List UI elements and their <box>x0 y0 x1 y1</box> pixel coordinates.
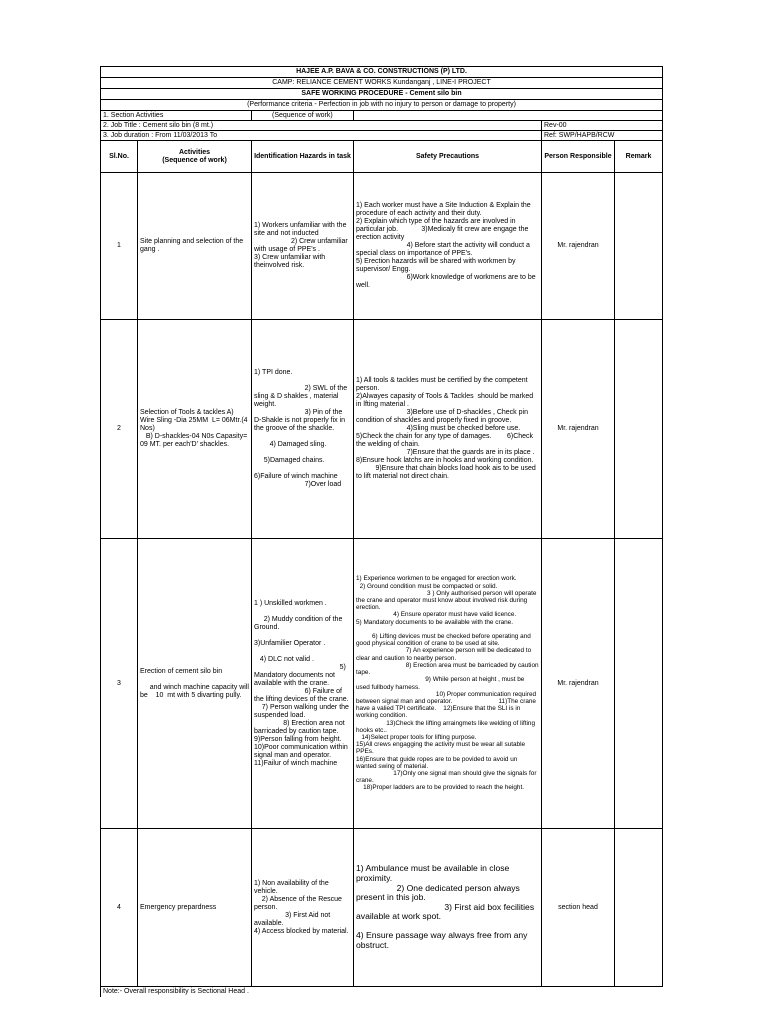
row-slno: 4 <box>101 829 138 987</box>
row-hazards: 1) Workers unfamiliar with the site and not inducted 2) Crew unfamiliar with usage of PPE's . 3) Crew unfamiliar with theinvolved risk. <box>252 173 354 320</box>
row-activity: Erection of cement silo bin and winch machine capacity will be 10 mt with 5 divarting pully. <box>138 539 252 829</box>
col-remark: Remark <box>615 141 663 173</box>
table-row <box>101 173 663 320</box>
row-person: section head <box>542 829 615 987</box>
section-cell <box>101 111 252 121</box>
row-hazards: 1) TPI done. 2) SWL of the sling & D shakles , material weight. 3) Pin of the D-Shakle is not properly fix in the groove of the shackle. 4) Damaged sling. 5)Damaged chains. 6)Failure of winch machine 7)Over load <box>252 320 354 539</box>
col-hazards: Identification Hazards in task <box>252 141 354 173</box>
row-precautions: 1) Ambulance must be available in close proximity. 2) One dedicated person always present in this job. 3) First aid box fecilities available at work spot. 4) Ensure passage way always free from any obstruct. <box>354 829 542 987</box>
row-activity: Selection of Tools & tackles A) Wire Sling -Dia 25MM L= 06Mtr.(4 Nos) B) D-shackles-04 N0s Capasity= 09 MT. per each'D' shackles. <box>138 320 252 539</box>
footer-note: Note:- Overall responsibility is Sectional Head . <box>101 987 663 998</box>
company-name: HAJEE A.P. BAVA & CO. CONSTRUCTIONS (P) LTD. <box>101 67 663 78</box>
table-row <box>101 320 663 539</box>
col-precautions: Safety Precautions <box>354 141 542 173</box>
revision: Rev-00 <box>542 121 663 131</box>
row-precautions: 1) Experience workmen to be engaged for erection work. 2) Ground condition must be compacted or solid. 3 ) Only authorised person will operate the crane and operator must know about involved risk during erection. 4) Ensure operator must have valid licence. 5) Mandatory documents to be available with the crane. 6) Lifting devices must be checked before operating and good physical condition of crane to be used at site. 7) An experience person will be dedicated to clear and caution to nearby person. 8) Erection area must be barricaded by caution tape. 9) While person at height , must be used fullbody harness. 10) Proper communication required between signal man and operator. 11)The crane have a valied TPI certificate. 12)Ensure that the SLI is in working condition. 13)Check the lifting arraingmets like welding of lifting hooks etc.. 14)Select proper tools for lifting purpose. 15)All crews engagging the activity must be wear all sutable PPEs. 16)Ensure that guide ropes are to be povided to avoid un wanted swing of material. 17)Only one signal man should give the signals for crane. 18)Proper ladders are to be provided to reach the height. <box>354 539 542 829</box>
row-remark <box>615 539 663 829</box>
row-person: Mr. rajendran <box>542 320 615 539</box>
swp-sheet <box>100 66 662 997</box>
row-slno: 1 <box>101 173 138 320</box>
row-slno: 2 <box>101 320 138 539</box>
table-row <box>101 539 663 829</box>
row-person: Mr. rajendran <box>542 173 615 320</box>
row-person: Mr. rajendran <box>542 539 615 829</box>
procedure-title: SAFE WORKING PROCEDURE - Cement silo bin <box>101 89 663 100</box>
col-slno: Sl.No. <box>101 141 138 173</box>
camp-line: CAMP: RELIANCE CEMENT WORKS Kundanganj , LINE-I PROJECT <box>101 78 663 89</box>
row-hazards: 1) Non availability of the vehicle. 2) Absence of the Rescue person. 3) First Aid not available. 4) Access blocked by material. <box>252 829 354 987</box>
job-duration: 3. Job duration : From 11/03/2013 To <box>101 131 542 141</box>
col-person: Person Responsible <box>542 141 615 173</box>
section-label: 1. Section <box>103 111 135 119</box>
performance-criteria: (Performance criteria - Perfection in job with no injury to person or damage to property) <box>101 100 663 111</box>
row-activity: Site planning and selection of the gang . <box>138 173 252 320</box>
row-remark <box>615 829 663 987</box>
row-activity: Emergency prepardness <box>138 829 252 987</box>
section-blank <box>354 111 663 121</box>
row-precautions: 1) All tools & tackles must be certified by the competent person. 2)Alwayes capasity of Tools & Tackles should be marked in lfting material . 3)Before use of D-shackles , Check pin condition of shackles and properly fixed in groove. 4)Sling must be checked before use. 5)Check the chain for any type of damages. 6)Check the welding of chain. 7)Ensure that the guards are in its place . 8)Ensure hook latchs are in hooks and working condition. 9)Ensure that chain blocks load hook ais to be used to lift material not direct chain. <box>354 320 542 539</box>
row-precautions: 1) Each worker must have a Site Induction & Explain the procedure of each activity and their duty. 2) Explain which type of the hazards are involved in particular job. 3)Medicaly fit crew are engage the erection activity 4) Before start the activity will conduct a special class on importance of PPE's. 5) Erection hazards will be shared with workmen by supervisor/ Engg. 6)Work knowledge of workmens are to be well. <box>354 173 542 320</box>
row-slno: 3 <box>101 539 138 829</box>
row-hazards: 1 ) Unskilled workmen . 2) Muddy condition of the Ground. 3)Unfamilier Operator . 4) DLC not valid . 5) Mandatory documents not available with the crane. 6) Failure of the lifting devices of the crane. 7) Person walking under the suspended load. 8) Erection area not barricaded by caution tape. 9)Person falling from height. 10)Poor communication within signal man and operator. 11)Failur of winch machine <box>252 539 354 829</box>
table-row <box>101 829 663 987</box>
row-remark <box>615 173 663 320</box>
section-activities: Activities <box>135 111 164 119</box>
col-activities: Activities (Sequence of work) <box>138 141 252 173</box>
row-remark <box>615 320 663 539</box>
reference: Ref: SWP/HAPB/RCW <box>542 131 663 141</box>
swp-table <box>100 66 663 997</box>
job-title: 2. Job Title : Cement silo bin (8 mt.) <box>101 121 542 131</box>
section-sequence: (Sequence of work) <box>252 111 354 121</box>
